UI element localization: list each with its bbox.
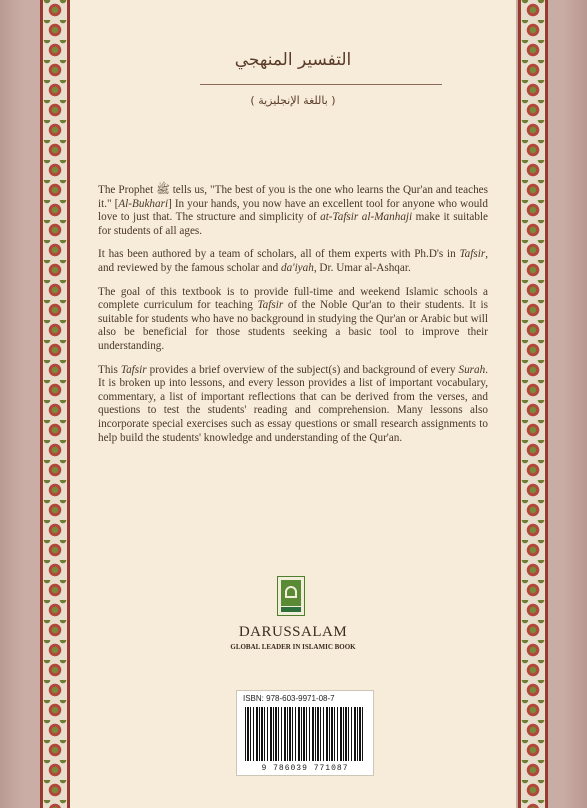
paragraph-text: , and reviewed by the famous scholar and: [98, 248, 488, 274]
paragraph-text: It has been authored by a team of scholars, all of them experts with Ph.D's in: [98, 248, 460, 261]
darussalam-logo-icon: [277, 576, 305, 616]
description-paragraph: [98, 364, 488, 446]
ornamental-border-left: [40, 0, 70, 808]
back-cover-panel: [70, 0, 516, 808]
italic-term: Tafsir: [257, 299, 284, 312]
isbn-barcode: [236, 690, 374, 776]
paragraph-text: The Prophet ﷺ tells us, "The best of you is the one who learns the Qur'an and teaches it." [: [98, 184, 488, 210]
publisher-name: DARUSSALAM: [238, 624, 348, 640]
italic-term: Tafsir: [459, 248, 486, 261]
description-paragraph: [98, 184, 488, 238]
publisher-tagline: GLOBAL LEADER IN ISLAMIC BOOK: [230, 643, 356, 651]
paragraph-text: ] In your hands, you now have an excellent tool for anyone who would love to just that. The structure and simplicity of: [98, 197, 488, 224]
italic-term: Al-Bukhari: [118, 197, 169, 210]
description-text: [98, 184, 488, 455]
paragraph-text: , Dr. Umar al-Ashqar.: [313, 261, 411, 274]
barcode-bars: [245, 707, 365, 761]
paragraph-text: . It is broken up into lessons, and every lesson provides a list of important vocabulary, commentary, a list of important reflections that can be derived from the verses, and questions to test the students' reading and comprehension. Many lessons also incorporate special exercises such as essay questions or small research assignments to help build the students' knowledge and understanding of the Qur'an.: [98, 363, 488, 444]
title-divider: [200, 84, 442, 85]
description-paragraph: [98, 286, 488, 354]
isbn-label: ISBN: 978-603-9971-08-7: [243, 694, 335, 703]
paragraph-text: The goal of this textbook is to provide full-time and weekend Islamic schools a complete curriculum for teaching: [98, 285, 488, 312]
description-paragraph: [98, 248, 488, 275]
ornamental-border-right: [518, 0, 548, 808]
barcode-digits: 9 786039 771087: [237, 764, 373, 773]
italic-term: da'iyah: [280, 261, 314, 274]
italic-term: Tafsir: [120, 363, 147, 376]
book-title-arabic: التفسير المنهجي: [234, 50, 352, 70]
italic-term: at-Tafsir al-Manhaji: [320, 211, 413, 224]
paragraph-text: This: [98, 363, 121, 376]
paragraph-text: provides a brief overview of the subject(s) and background of every: [146, 363, 459, 376]
italic-term: Surah: [458, 363, 486, 376]
paragraph-text: of the Noble Qur'an to their students. It is suitable for students who have no background in studying the Qur'an or Arabic but will also be beneficial for those students seeking a basic tool to improve their understanding.: [98, 299, 488, 352]
book-subtitle-arabic: ( باللغة الإنجليزية ): [250, 94, 336, 107]
paragraph-text: make it suitable for students of all ages.: [98, 211, 488, 237]
